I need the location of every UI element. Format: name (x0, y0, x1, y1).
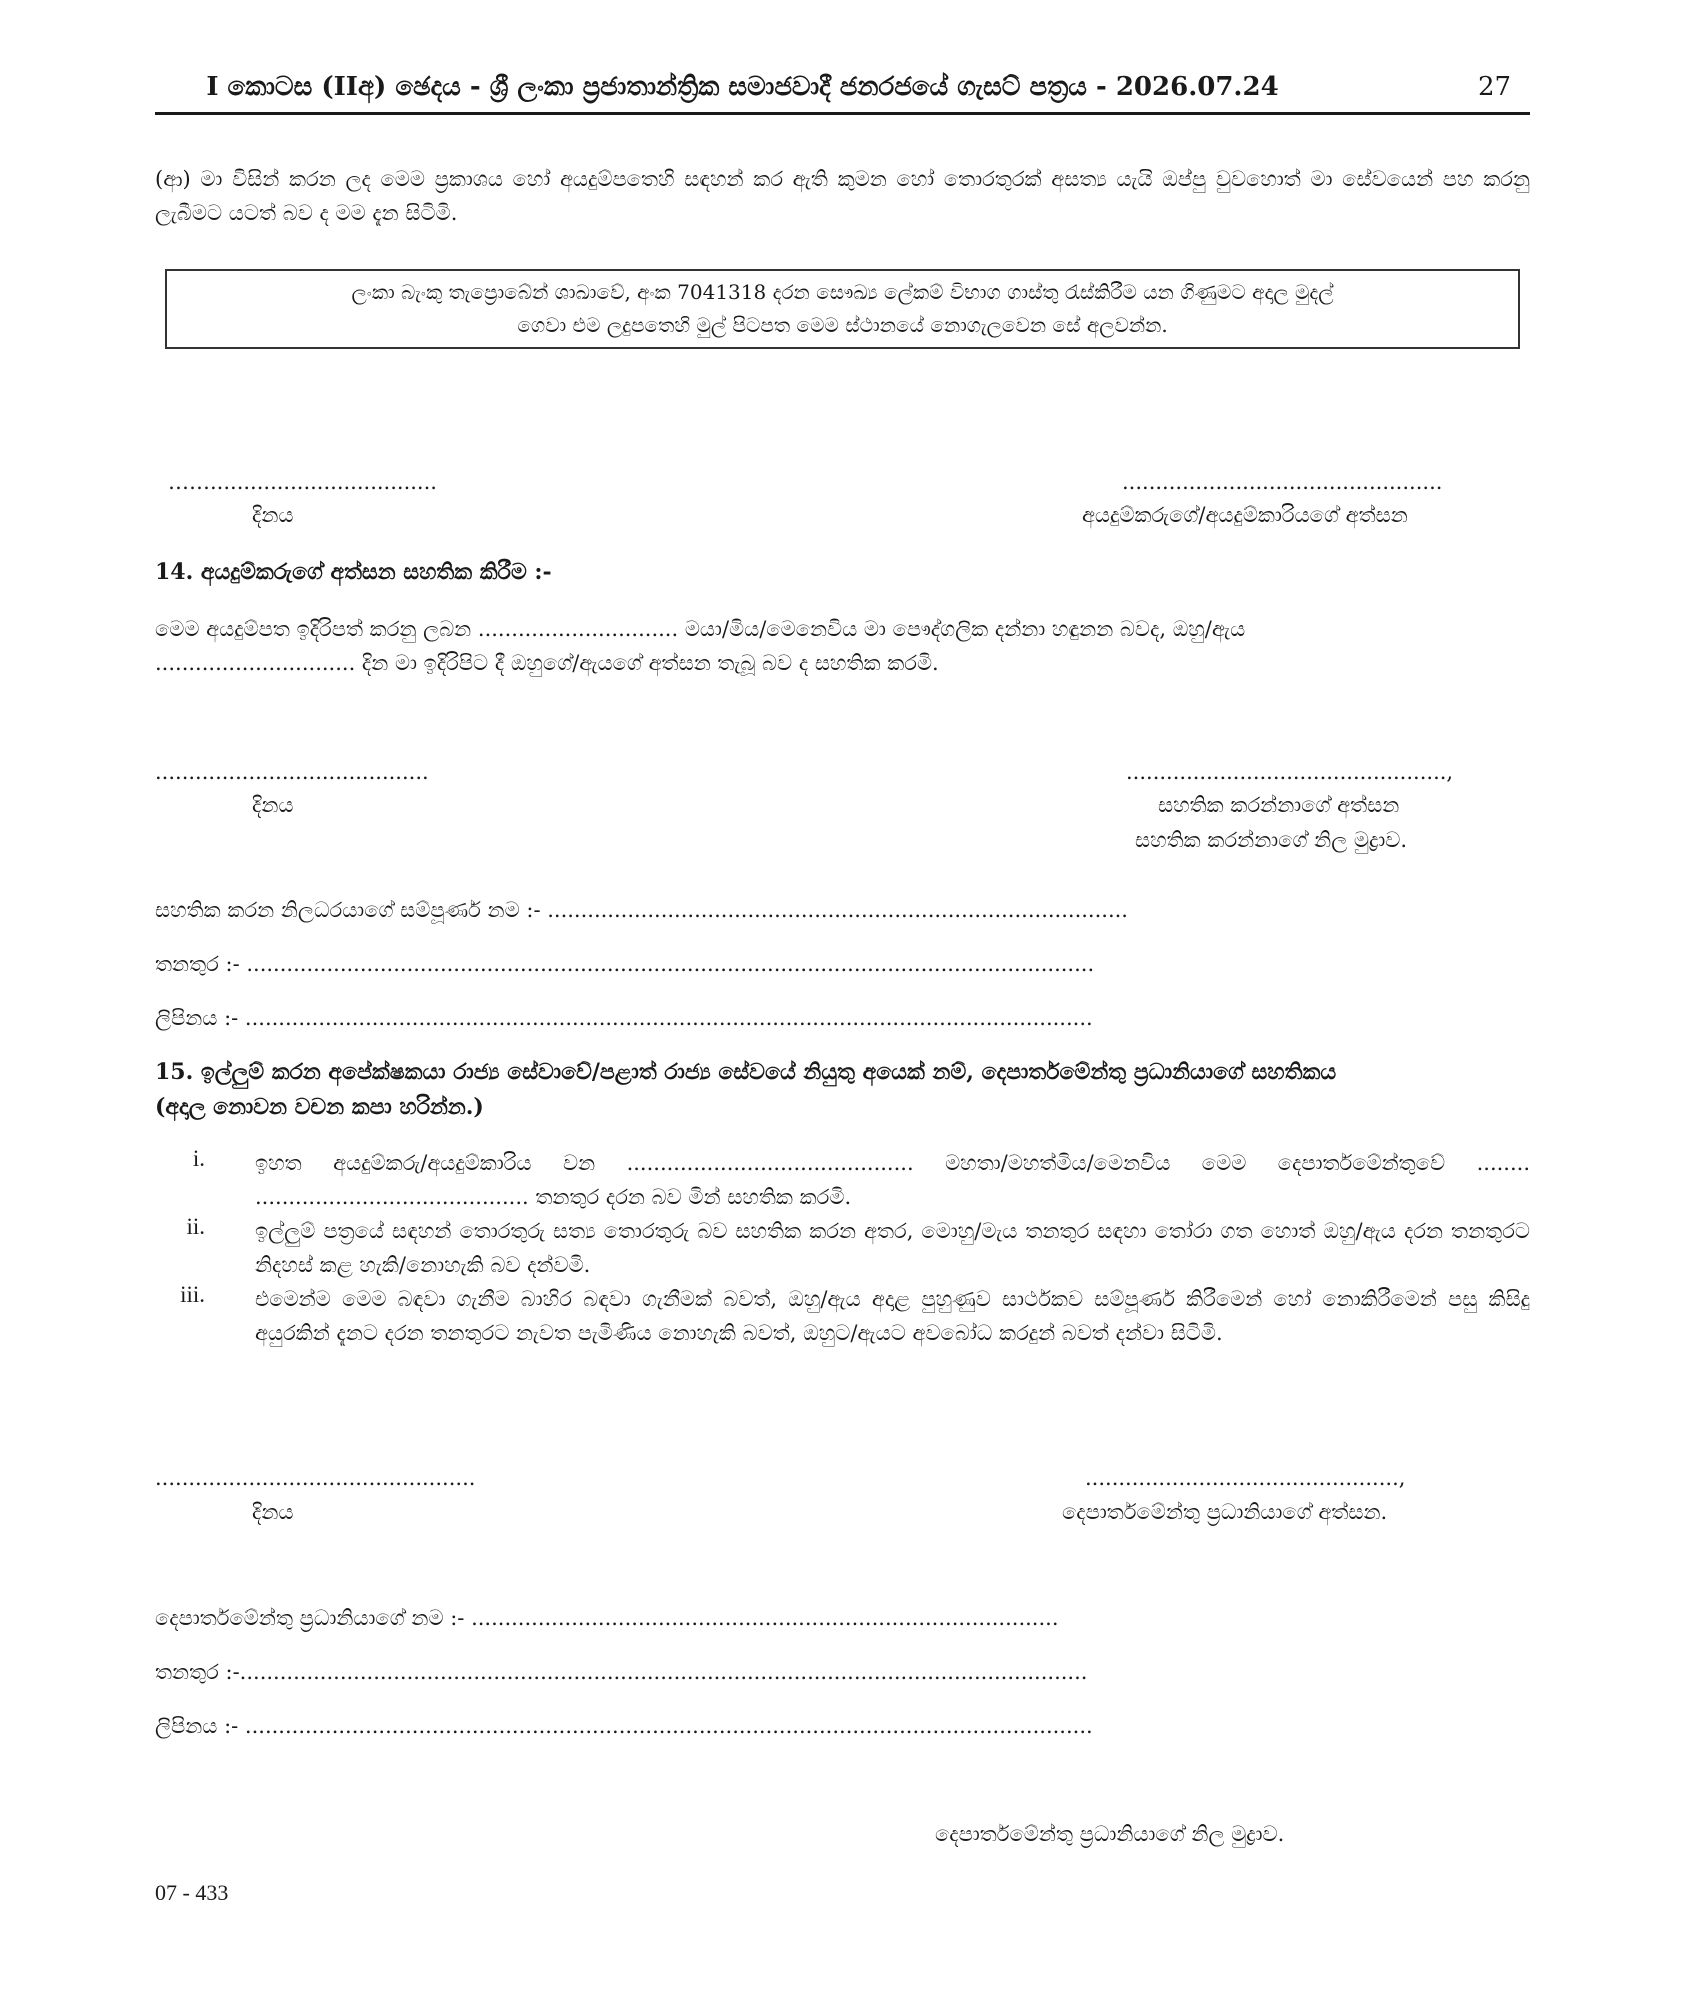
item-number: i. (192, 1146, 205, 1171)
applicant-date-dots: …….................................. (168, 470, 437, 494)
certifier-seal-label: සහතික කරන්නාගේ නිල මුද්‍රාව. (1135, 828, 1408, 852)
certifier-signature-label: සහතික කරන්නාගේ අත්සන (1158, 793, 1400, 817)
applicant-signature-label: අයදුම්කරුගේ/අයදුම්කාරියගේ අත්සන (1082, 503, 1408, 527)
head-signature-dots: ..............................................., (1085, 1466, 1406, 1490)
applicant-signature-dots: ................................................ (1122, 470, 1443, 494)
head-name-line: දෙපාර්තමේන්තු ප්‍රධානියාගේ නම :- ........................................................................................ (155, 1606, 1059, 1630)
declaration-paragraph: (ආ) මා විසින් කරන ලද මෙම ප්‍රකාශය හෝ අයදුම්පතෙහි සඳහන් කර ඇති කුමන හෝ තොරතුරක් අසත්‍ය යැයි ඔප්පු වුවහොත් මා සේවයෙන් පහ කරනු ලැබීමට යටත් බව ද මම දැන සිටිමි. (155, 167, 1530, 225)
section-14-certification (155, 612, 1530, 680)
certifier-date-label: දිනය (252, 793, 294, 817)
page-header-title: I කොටස (IIඅ) ඡෙදය - ශ්‍රී ලංකා ප්‍රජාතාන්ත්‍රික සමාජවාදී ජනරජයේ ගැසට් පත්‍රය - 2026.07.24 (206, 72, 1279, 102)
head-date-label: දිනය (252, 1500, 294, 1524)
footer-code: 07 - 433 (155, 1880, 229, 1905)
head-signature-label: දෙපාර්තමේන්තු ප්‍රධානියාගේ අත්සන. (1062, 1500, 1388, 1524)
item-text: ඉහත අයදුම්කරු/අයදුම්කාරිය වන ........................................... මහතා/මහත්මිය/මෙනවිය මෙම දෙපාර්තමේන්තුවේ ........ ......................................... තනතුර දරන බව මින් සහතික කරමි. (255, 1151, 1530, 1209)
certifier-name-line: සහතික කරන නිලධරයාගේ සම්පූර්ණ නම :- ....................................................................................... (155, 898, 1128, 922)
certifier-address-line: ලිපිනය :- ............................................................................................................................... (155, 1006, 1093, 1030)
header-rule (155, 112, 1530, 115)
certifier-date-dots: ......................................... (155, 760, 429, 784)
item-text: එමෙන්ම මෙම බඳවා ගැනීම බාහිර බඳවා ගැනීමක් බවත්, ඔහු/ඇය අදාළ පුහුණුව සාර්ථකව සම්පූර්ණ කිරීමෙන් හෝ නොකිරීමෙන් පසු කිසිදු අයුරකින් දැනට දරන තනතුරට නැවත පැමිණිය නොහැකි බවත්, ඔහුට/ඇයට අවබෝධ කරදුන් බවත් දන්වා සිටිමි. (255, 1287, 1530, 1345)
section-15-heading-line-2: (අදාල නොවන වචන කපා හරින්න.) (155, 1094, 484, 1120)
receipt-box-line-1: ලංකා බැංකු තැප්‍රොබේන් ශාඛාවේ, අංක 7041318 දරන සෞඛ්‍ය ලේකම් විභාග ගාස්තු රැස්කිරීම යන ගිණුමට අදාල මුදල් (351, 280, 1334, 304)
section-14-line-1: මෙම අයදුම්පත ඉදිරිපත් කරනු ලබන .............................. මයා/මිය/මෙනෙවිය මා පෞද්ගලික දන්නා හඳුනන බවද, ඔහු/ඇය (155, 617, 1246, 641)
head-seal-label: දෙපාර්තමේන්තු ප්‍රධානියාගේ නිල මුද්‍රාව. (935, 1822, 1285, 1846)
section-15-heading-line-1: 15. ඉල්ලුම් කරන අපේක්ෂකයා රාජ්‍ය සේවාවේ/පළාත් රාජ්‍ය සේවයේ නියුතු අයෙක් නම්, දෙපාර්තමේන්තු ප්‍රධානියාගේ සහතිකය (155, 1059, 1337, 1085)
head-post-line: තනතුර :-............................................................................................................................... (155, 1660, 1088, 1684)
receipt-paste-box (165, 269, 1520, 349)
certifier-signature-dots: ................................................, (1126, 760, 1454, 784)
certifier-post-line: තනතුර :- ............................................................................................................................... (155, 952, 1095, 976)
section-14-heading: 14. අයදුම්කරුගේ අත්සන සහතික කිරීම :- (155, 559, 552, 585)
head-address-line: ලිපිනය :- ............................................................................................................................... (155, 1714, 1093, 1738)
item-text: ඉල්ලුම් පත්‍රයේ සඳහන් තොරතුරු සත්‍ය තොරතුරු බව සහතික කරන අතර, මොහු/මැය තනතුර සඳහා තෝරා ගත හොත් ඔහු/ඇය දරන තනතුරට නිදහස් කළ හැකි/නොහැකි බව දන්වමි. (255, 1219, 1530, 1277)
item-number: ii. (186, 1214, 205, 1239)
item-number: iii. (180, 1282, 205, 1307)
applicant-date-label: දිනය (252, 503, 294, 527)
head-date-dots: ................................................ (155, 1466, 476, 1490)
page-number: 27 (1478, 72, 1512, 102)
receipt-box-line-2: ගෙවා එම ලදුපතෙහි මුල් පිටපත මෙම ස්ථානයේ නොගැලවෙන සේ අලවන්න. (517, 313, 1168, 337)
section-14-line-2: .............................. දින මා ඉදිරිපිට දී ඔහුගේ/ඇයගේ අත්සන තැබූ බව ද සහතික කරමි. (155, 651, 939, 675)
